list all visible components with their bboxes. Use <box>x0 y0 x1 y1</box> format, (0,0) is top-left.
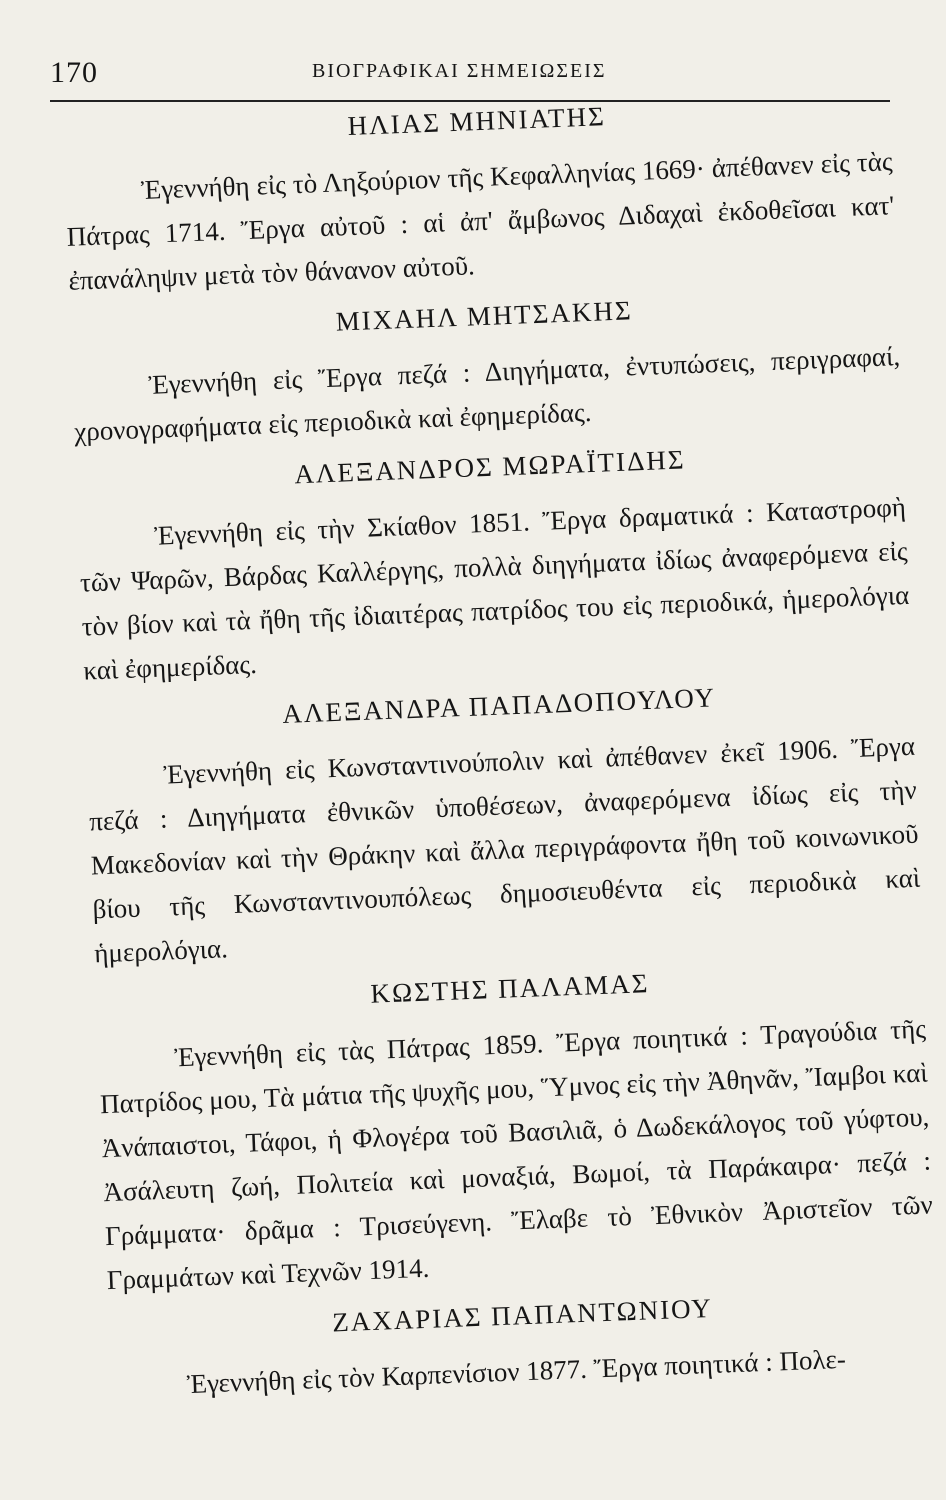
entry-zacharias-papantoniou <box>108 1284 939 1409</box>
entry-title: ΚΩΣΤΗΣ ΠΑΛΑΜΑΣ <box>369 968 650 1009</box>
entry-title: ΑΛΕΞΑΝΔΡΟΣ ΜΩΡΑΪΤΙΔΗΣ <box>293 444 687 490</box>
entry-text: Ἐγεννήθη εἰς Κωνσταντινούπολιν καὶ ἀπέθανεν ἐκεῖ 1906. Ἔργα πεζά : Διηγήματα ἐθνικῶν ὑποθέσεων, ἀναφερόμενα ἰδίως εἰς τὴν Μακεδονίαν καὶ τὴν Θράκην καὶ ἄλλα περιγράφοντα ἤθη τοῦ κοινωνικοῦ βίου τῆς Κωνσταντινουπόλεως δημοσιευθέντα εἰς περιοδικὰ καὶ ἡμερολόγια. <box>88 730 921 969</box>
entry-title: ΑΛΕΞΑΝΔΡΑ ΠΑΠΑΔΟΠΟΥΛΟΥ <box>281 682 717 729</box>
entry-title: ΖΑΧΑΡΙΑΣ ΠΑΠΑΝΤΩΝΙΟΥ <box>331 1292 714 1338</box>
entry-michail-mitsakis <box>70 285 903 454</box>
entry-text: Ἐγεννήθη εἰς τὸ Ληξούριον τῆς Κεφαλληνίας 1669· ἀπέθανεν εἰς τὰς Πάτρας 1714. Ἔργα αὐτοῦ : αἱ ἀπ' ἄμβωνος Διδαχαὶ ἐκδοθεῖσαι κατ' ἐπανάληψιν μετὰ τὸν θάνανον αὐτοῦ. <box>66 146 895 296</box>
entry-title: ΗΛΙΑΣ ΜΗΝΙΑΤΗΣ <box>347 101 607 142</box>
entry-alexandra-papadopoulou <box>85 675 923 976</box>
entry-alexandros-moraitidis <box>76 436 912 693</box>
entry-text: Ἐγεννήθη εἰς τὰς Πάτρας 1859. Ἔργα ποιητικά : Τραγούδια τῆς Πατρίδος μου, Τὰ μάτια τῆς ψυχῆς μου, Ὕμνος εἰς τὴν Ἀθηνᾶν, Ἴαμβοι καὶ Ἀνάπαιστοι, Τάφοι, ἡ Φλογέρα τοῦ Βασιλιᾶ, ὁ Δωδεκάλογος τοῦ γύφτου, Ἀσάλευτη ζωή, Πολιτεία καὶ μοναξιά, Βωμοί, τὰ Παράκαιρα· πεζά : Γράμματα· δρᾶμα : Τρισεύγενη. Ἔλαβε τὸ Ἐθνικὸν Ἀριστεῖον τῶν Γραμμάτων καὶ Τεχνῶν 1914. <box>99 1013 934 1296</box>
page-number: 170 <box>50 56 98 89</box>
entry-ilias-miniatis <box>62 90 896 303</box>
entry-kostis-palamas <box>96 958 935 1303</box>
running-title: ΒΙΟΓΡΑΦΙΚΑΙ ΣΗΜΕΙΩΣΕΙΣ <box>312 60 607 82</box>
page-body <box>62 80 942 1481</box>
entry-title: ΜΙΧΑΗΛ ΜΗΤΣΑΚΗΣ <box>335 295 634 337</box>
entry-text: Ἐγεννήθη εἰς τὴν Σκίαθον 1851. Ἔργα δραματικά : Καταστροφὴ τῶν Ψαρῶν, Βάρδας Καλλέργης, πολλὰ διηγήματα ἰδίως ἀναφερόμενα εἰς τὸν βίον καὶ τὰ ἤθη τῆς ἰδιαιτέρας πατρίδος του εἰς περιοδικά, ἡμερολόγια καὶ ἐφημερίδας. <box>79 491 910 686</box>
entry-text: Ἐγεννήθη εἰς Ἔργα πεζά : Διηγήματα, ἐντυπώσεις, περιγραφαί, χρονογραφήματα εἰς περιοδικὰ καὶ ἐφημερίδας. <box>73 341 901 447</box>
entry-text: Ἐγεννήθη εἰς τὸν Καρπενίσιον 1877. Ἔργα ποιητικά : Πολε- <box>186 1343 847 1400</box>
